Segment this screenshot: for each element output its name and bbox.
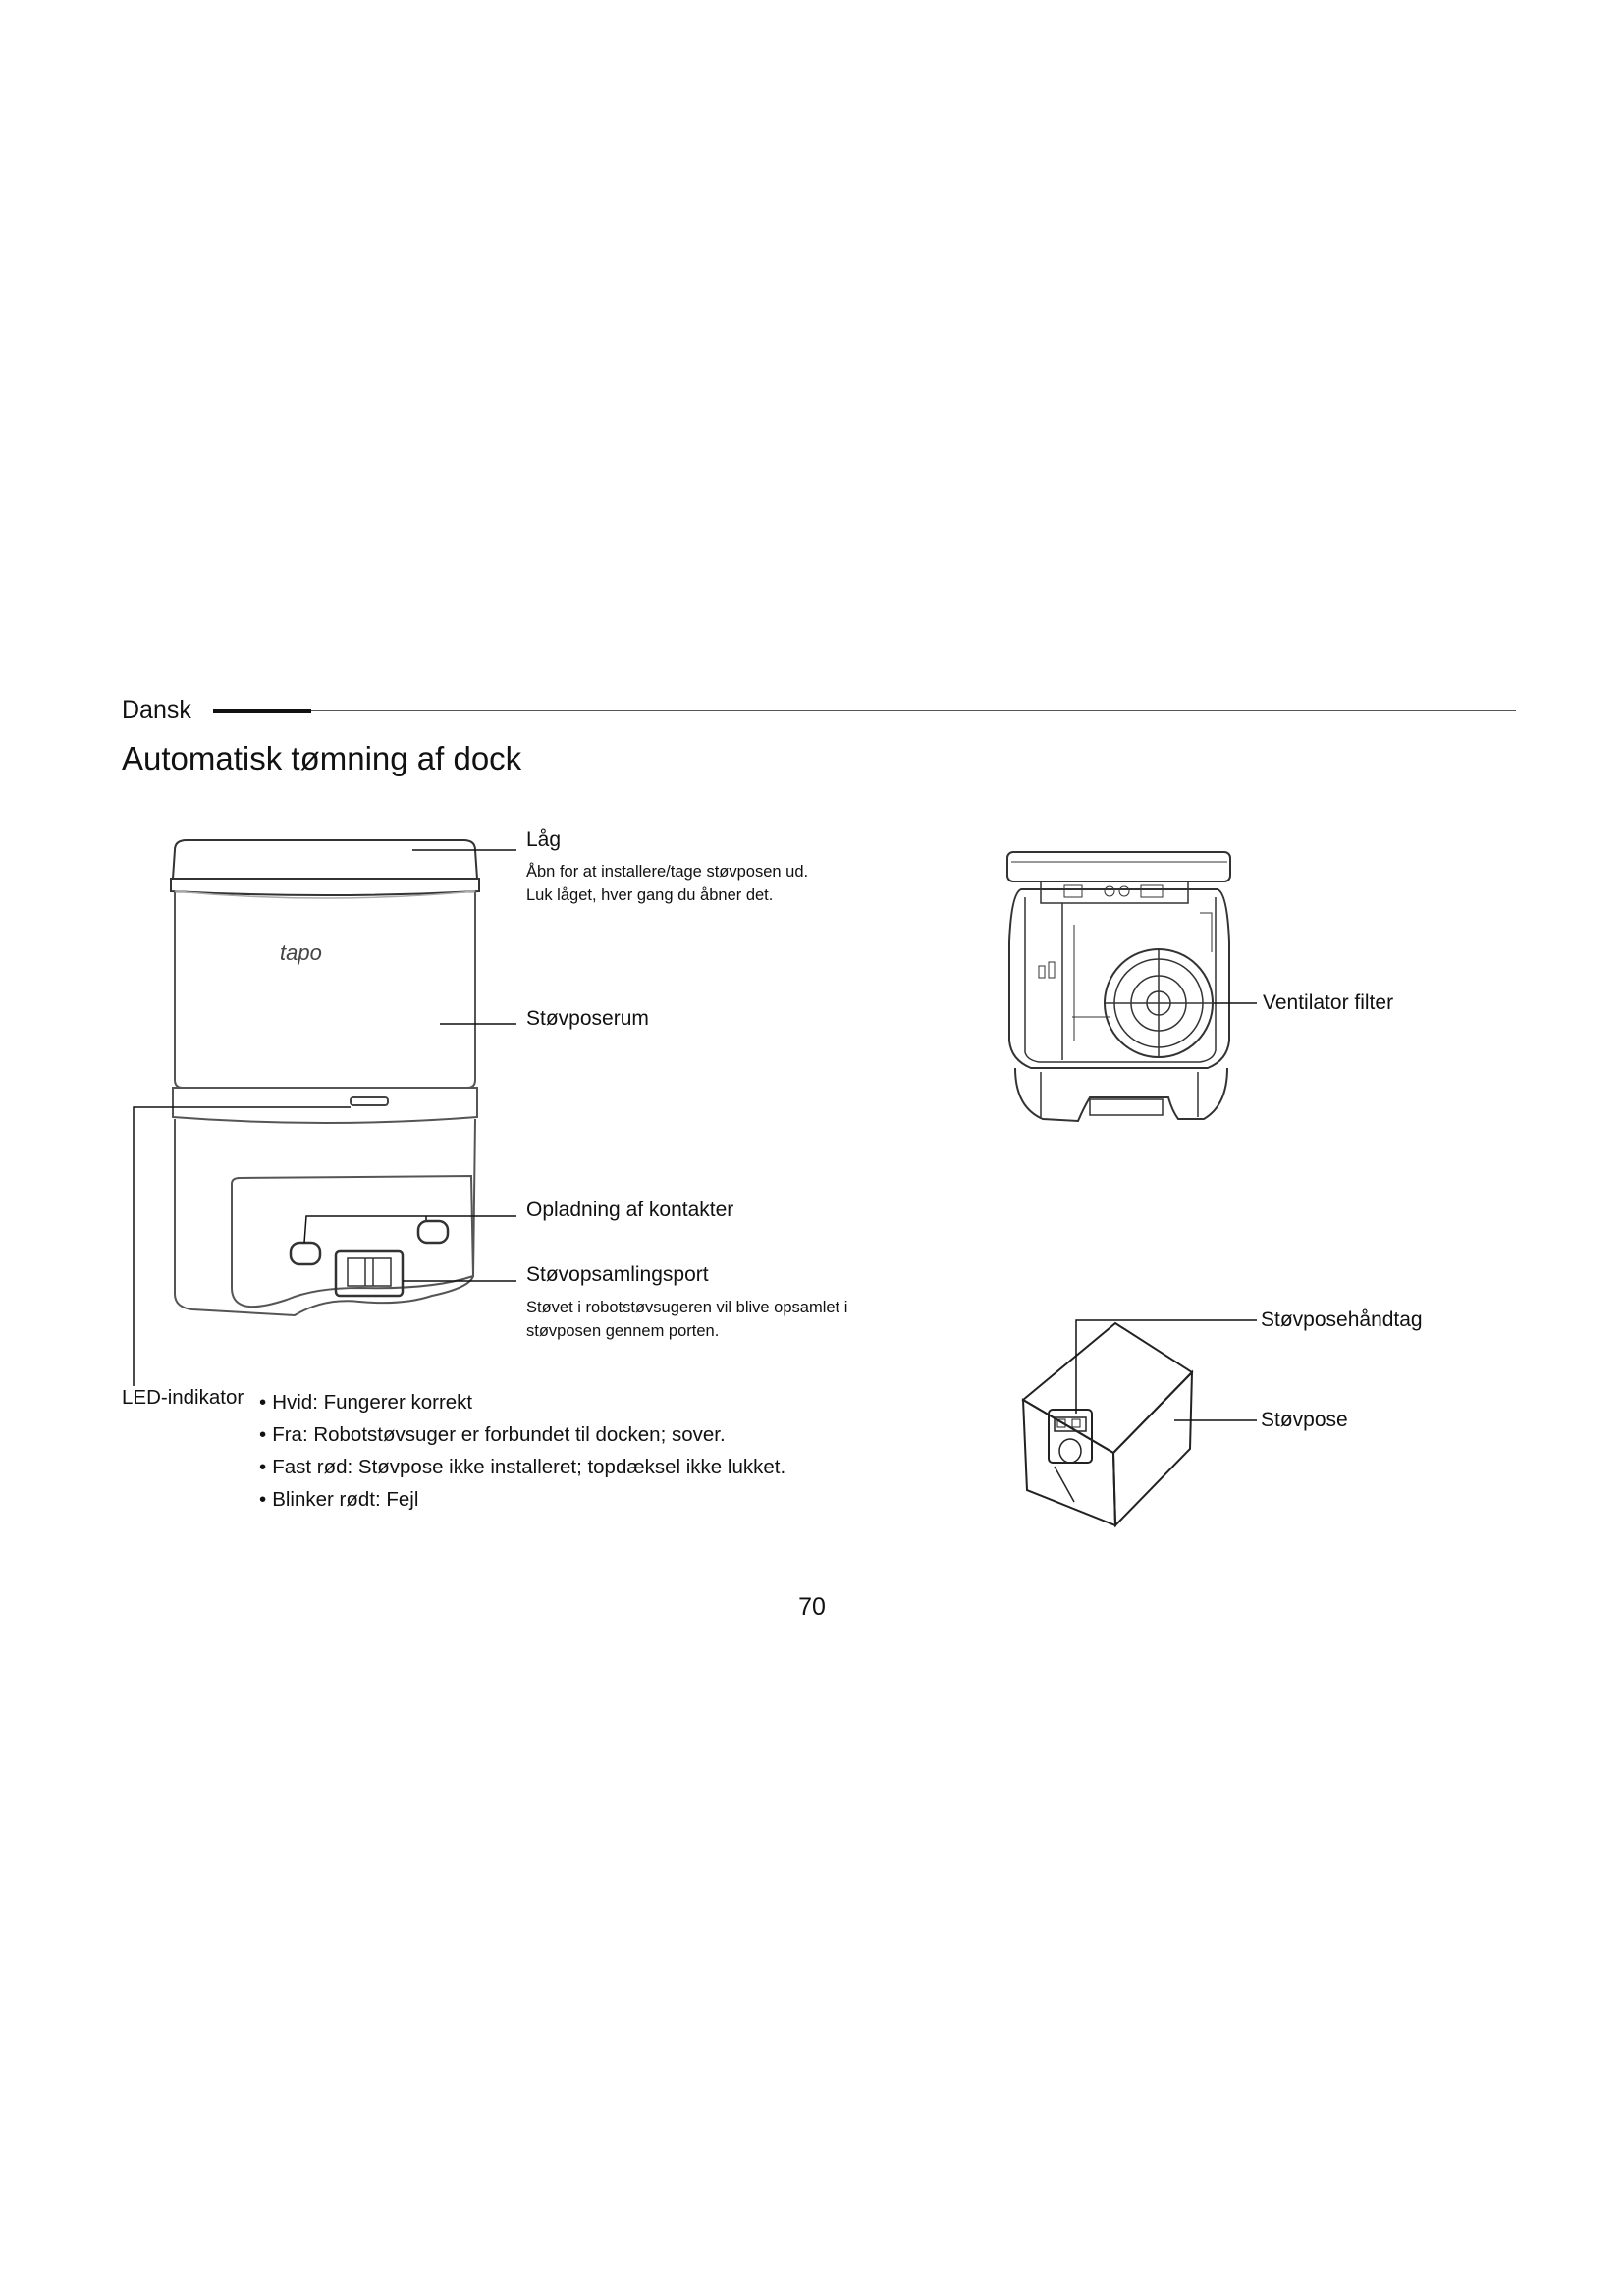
led-state-item: • Fra: Robotstøvsuger er forbundet til docken; sover.	[259, 1418, 785, 1451]
charging-contact-left	[291, 1243, 320, 1264]
lid-description	[526, 860, 808, 907]
led-indicator-label: LED-indikator	[122, 1386, 244, 1409]
page-title: Automatisk tømning af dock	[122, 740, 522, 776]
dust-port-label: Støvopsamlingsport	[526, 1263, 709, 1286]
dust-bag-callout-lines	[1076, 1320, 1257, 1420]
dust-port-description-line: støvposen gennem porten.	[526, 1322, 720, 1340]
lid-description-line: Luk låget, hver gang du åbner det.	[526, 886, 774, 904]
led-state-list	[259, 1386, 785, 1516]
dust-bag-illustration	[1023, 1323, 1192, 1525]
bag-compartment-label: Støvposerum	[526, 1007, 649, 1030]
led-state-item: • Hvid: Fungerer korrekt	[259, 1386, 785, 1418]
lid-description-line: Åbn for at installere/tage støvposen ud.	[526, 863, 809, 881]
led-state-item: • Fast rød: Støvpose ikke installeret; topdæksel ikke lukket.	[259, 1451, 785, 1483]
led-state-item: • Blinker rødt: Fejl	[259, 1483, 785, 1516]
dust-bag-label: Støvpose	[1261, 1409, 1348, 1431]
dust-port-description-line: Støvet i robotstøvsugeren vil blive opsamlet i	[526, 1299, 848, 1316]
dock-illustration	[171, 840, 479, 1315]
fan-filter-label: Ventilator filter	[1263, 991, 1394, 1014]
charging-contact-right	[418, 1221, 448, 1243]
dust-port-description	[526, 1296, 847, 1343]
language-label: Dansk	[122, 696, 191, 723]
charging-contacts-label: Opladning af kontakter	[526, 1199, 734, 1221]
led-indicator-light	[351, 1097, 388, 1105]
lid-label: Låg	[526, 828, 562, 851]
dock-brand-logo: tapo	[280, 940, 322, 965]
open-dock-illustration	[1007, 852, 1230, 1121]
dust-bag-handle-label: Støvposehåndtag	[1261, 1308, 1423, 1331]
page-number: 70	[798, 1593, 826, 1621]
